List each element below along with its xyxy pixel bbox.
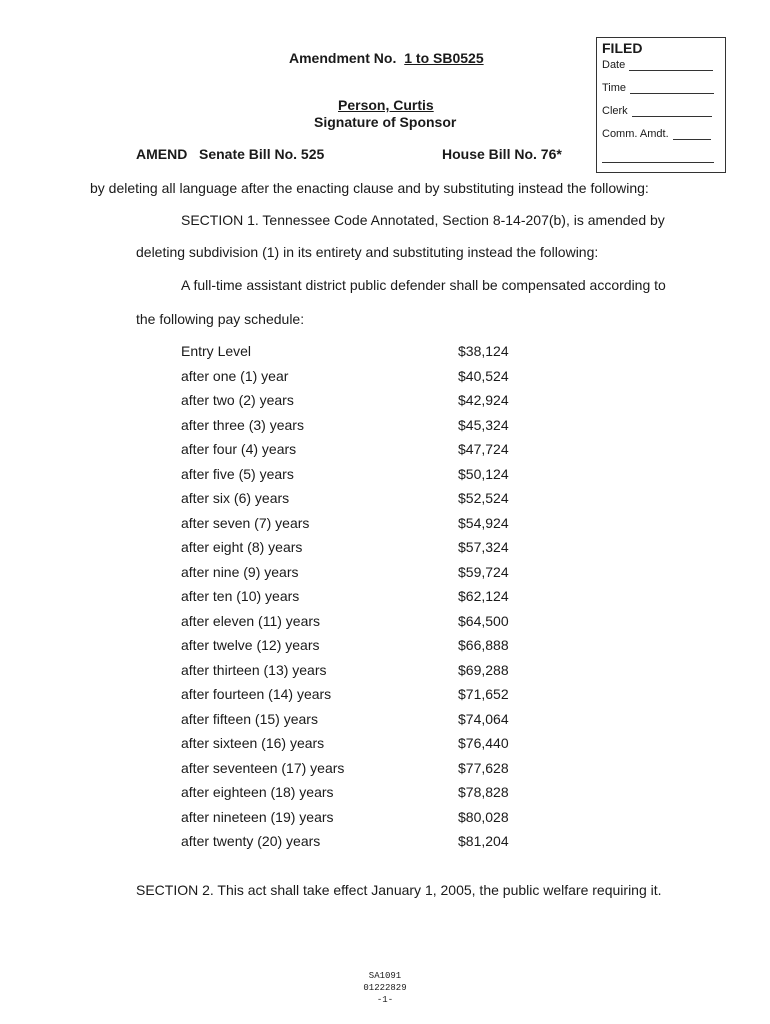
sponsor-caption: Signature of Sponsor bbox=[314, 114, 457, 130]
pay-level: after six (6) years bbox=[181, 490, 290, 506]
pay-amount: $66,888 bbox=[458, 637, 509, 653]
pay-amount: $57,324 bbox=[458, 539, 509, 555]
section1-line1: SECTION 1. Tennessee Code Annotated, Section 8-14-207(b), is amended by bbox=[181, 212, 665, 228]
pay-schedule-row bbox=[181, 683, 521, 708]
pay-schedule-row bbox=[181, 561, 521, 586]
pay-schedule-row bbox=[181, 732, 521, 757]
pay-level: after five (5) years bbox=[181, 465, 294, 482]
filed-time-line bbox=[602, 82, 714, 94]
pay-level: after one (1) year bbox=[181, 367, 289, 384]
pay-schedule-table bbox=[181, 340, 521, 855]
pay-schedule-row bbox=[181, 438, 521, 463]
pay-level: Entry Level bbox=[181, 343, 252, 359]
amendment-value: 1 to SB0525 bbox=[404, 50, 484, 66]
pay-level: after eleven (11) years bbox=[181, 612, 321, 629]
pay-amount: $64,500 bbox=[458, 612, 509, 629]
pay-schedule-row bbox=[181, 512, 521, 537]
pay-level: after fourteen (14) years bbox=[181, 686, 332, 702]
pay-level: after fifteen (15) years bbox=[181, 710, 318, 727]
pay-amount: $81,204 bbox=[458, 833, 509, 849]
pay-schedule-row bbox=[181, 659, 521, 684]
senate-bill: Senate Bill No. 525 bbox=[199, 146, 325, 162]
pay-amount: $42,924 bbox=[458, 392, 509, 408]
pay-schedule-row bbox=[181, 757, 521, 782]
pay-level: after nineteen (19) years bbox=[181, 808, 334, 825]
pay-amount: $40,524 bbox=[458, 367, 509, 384]
pay-level: after ten (10) years bbox=[181, 588, 300, 604]
pay-amount: $50,124 bbox=[458, 465, 509, 482]
document-footer bbox=[335, 970, 435, 1006]
filed-clerk-line bbox=[602, 105, 712, 117]
pay-level: after eighteen (18) years bbox=[181, 784, 334, 800]
pay-level: after three (3) years bbox=[181, 416, 304, 433]
house-bill: House Bill No. 76* bbox=[442, 146, 562, 162]
pay-amount: $38,124 bbox=[458, 343, 509, 359]
pay-level: after eight (8) years bbox=[181, 539, 303, 555]
pay-level: after seventeen (17) years bbox=[181, 759, 345, 776]
pay-amount: $77,628 bbox=[458, 759, 509, 776]
pay-schedule-row bbox=[181, 610, 521, 635]
filed-box bbox=[596, 37, 726, 173]
pay-amount: $54,924 bbox=[458, 514, 509, 531]
pay-schedule-row bbox=[181, 365, 521, 390]
pay-level: after twelve (12) years bbox=[181, 637, 320, 653]
pay-amount: $71,652 bbox=[458, 686, 509, 702]
pay-level: after nine (9) years bbox=[181, 563, 299, 580]
pay-amount: $59,724 bbox=[458, 563, 509, 580]
amend-label: AMEND bbox=[136, 146, 188, 162]
pay-schedule-row bbox=[181, 389, 521, 414]
para-line2: the following pay schedule: bbox=[136, 311, 305, 327]
section1-line2: deleting subdivision (1) in its entirety and substituting instead the following: bbox=[136, 244, 599, 260]
filed-date-label: Date bbox=[602, 59, 626, 71]
pay-amount: $74,064 bbox=[458, 710, 509, 727]
pay-level: after twenty (20) years bbox=[181, 833, 321, 849]
pay-level: after four (4) years bbox=[181, 441, 297, 457]
filed-signature-blank bbox=[602, 152, 714, 163]
pay-amount: $78,828 bbox=[458, 784, 509, 800]
section2-text: SECTION 2. This act shall take effect January 1, 2005, the public welfare requiring it. bbox=[136, 882, 662, 898]
pay-schedule-row bbox=[181, 340, 521, 365]
pay-amount: $62,124 bbox=[458, 588, 509, 604]
filed-signature-line bbox=[602, 151, 714, 163]
filed-time-blank bbox=[630, 83, 714, 94]
filed-comm-label: Comm. Amdt. bbox=[602, 128, 669, 140]
pay-amount: $76,440 bbox=[458, 735, 509, 751]
pay-schedule-row bbox=[181, 536, 521, 561]
para-line1: A full-time assistant district public defender shall be compensated according to bbox=[181, 277, 666, 293]
filed-clerk-label: Clerk bbox=[602, 105, 628, 117]
filed-clerk-blank bbox=[632, 106, 712, 117]
pay-amount: $69,288 bbox=[458, 661, 509, 678]
pay-amount: $45,324 bbox=[458, 416, 509, 433]
pay-amount: $52,524 bbox=[458, 490, 509, 506]
intro-text: by deleting all language after the enacting clause and by substituting instead the following: bbox=[90, 180, 649, 196]
pay-level: after two (2) years bbox=[181, 392, 294, 408]
pay-amount: $80,028 bbox=[458, 808, 509, 825]
pay-schedule-row bbox=[181, 487, 521, 512]
pay-schedule-row bbox=[181, 585, 521, 610]
amendment-number bbox=[289, 50, 484, 66]
amendment-prefix: Amendment No. bbox=[289, 50, 397, 66]
pay-schedule-row bbox=[181, 708, 521, 733]
filed-comm-blank bbox=[673, 129, 711, 140]
pay-level: after sixteen (16) years bbox=[181, 735, 325, 751]
filed-date-blank bbox=[629, 60, 713, 71]
pay-schedule-row bbox=[181, 634, 521, 659]
filed-time-label: Time bbox=[602, 82, 627, 94]
footer-page: -1- bbox=[376, 995, 394, 1005]
pay-schedule-row bbox=[181, 414, 521, 439]
footer-code: SA1091 bbox=[368, 971, 402, 981]
filed-comm-line bbox=[602, 128, 711, 140]
pay-schedule-row bbox=[181, 463, 521, 488]
pay-schedule-row bbox=[181, 830, 521, 855]
pay-schedule-row bbox=[181, 781, 521, 806]
pay-schedule-row bbox=[181, 806, 521, 831]
filed-title: FILED bbox=[602, 40, 643, 56]
pay-level: after thirteen (13) years bbox=[181, 661, 327, 678]
pay-amount: $47,724 bbox=[458, 441, 509, 457]
pay-level: after seven (7) years bbox=[181, 514, 310, 531]
footer-number: 01222829 bbox=[363, 983, 407, 993]
filed-date-line bbox=[602, 59, 713, 71]
sponsor-name: Person, Curtis bbox=[338, 97, 434, 113]
